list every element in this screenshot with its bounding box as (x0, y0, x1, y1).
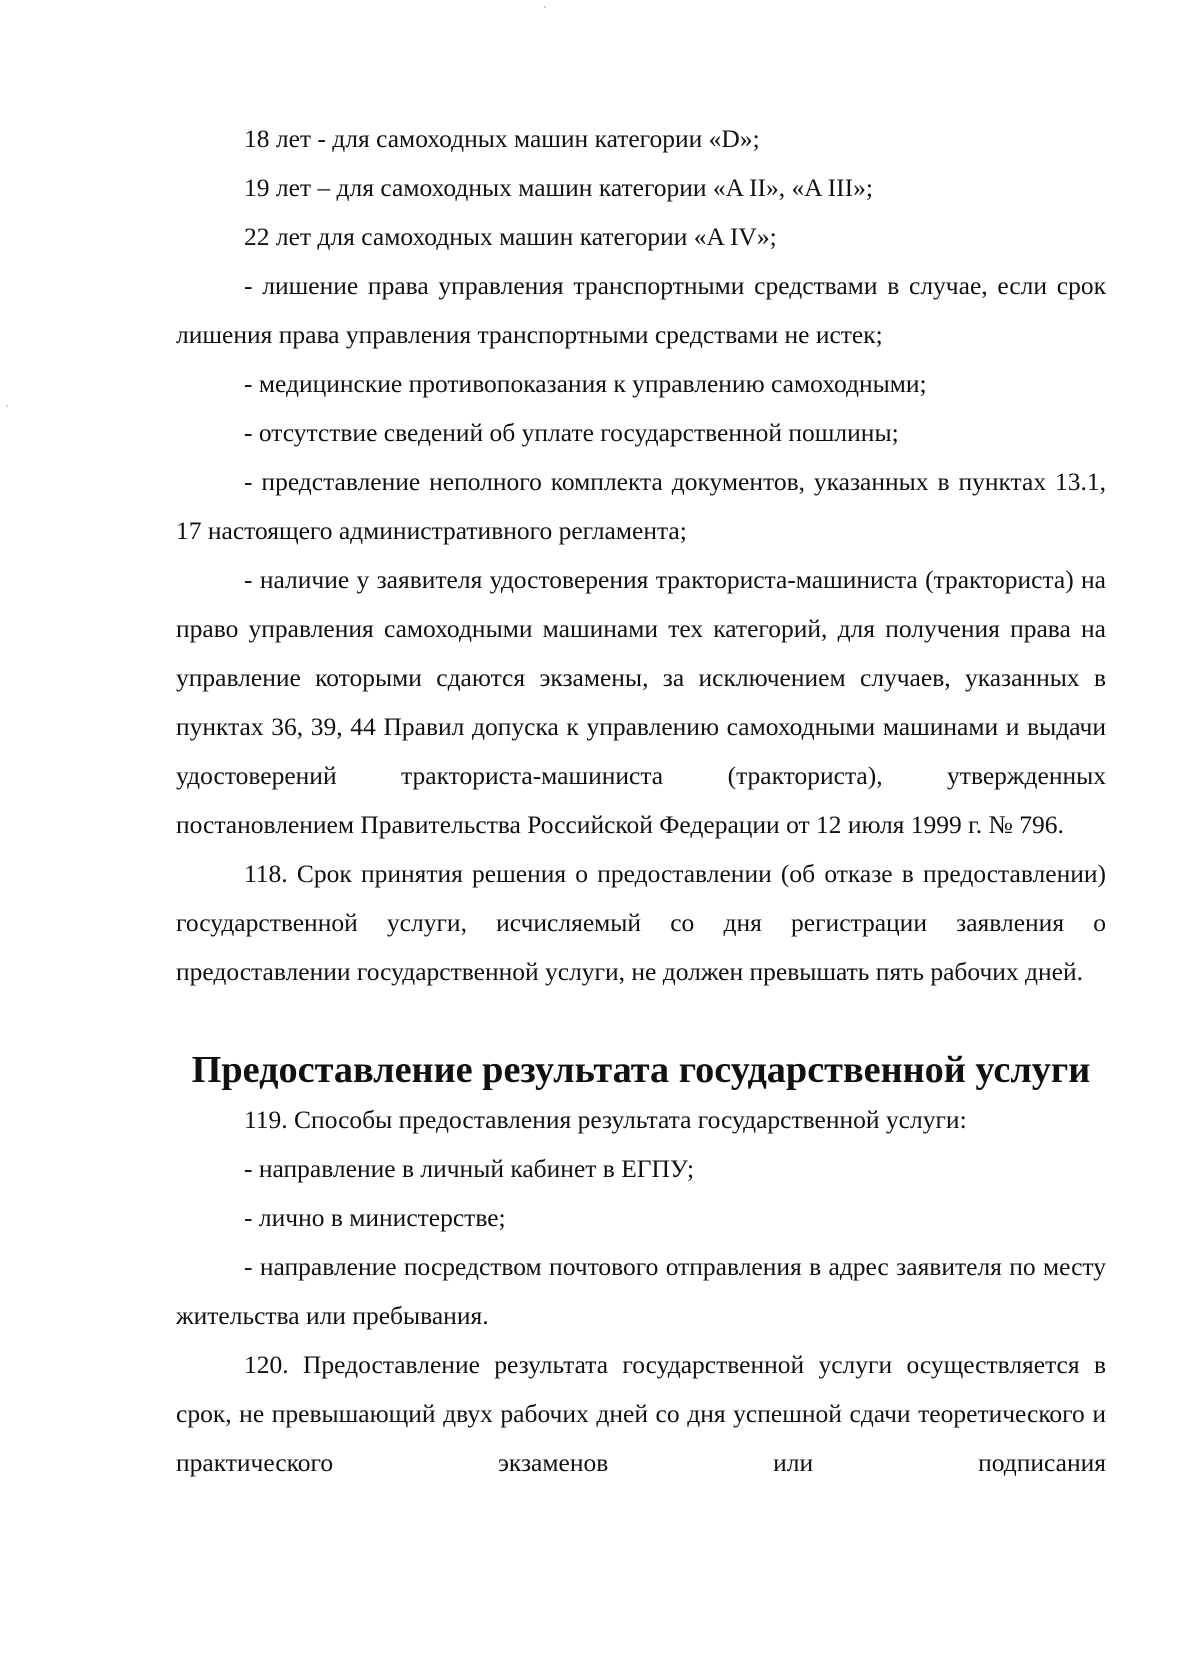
paragraph-by-mail: - направление посредством почтового отправления в адрес заявителя по месту жительства или пребывания. (176, 1252, 1106, 1330)
scan-artifact (544, 6, 546, 8)
paragraph-lk-egpu: - направление в личный кабинет в ЕГПУ; (244, 1154, 695, 1183)
paragraph-age-a2-a3: 19 лет – для самоходных машин категории «A II», «A III»; (244, 173, 873, 202)
paragraph-fee: - отсутствие сведений об уплате государственной пошлины; (244, 418, 899, 447)
document-body (176, 114, 1106, 1487)
paragraph-in-ministry: - лично в министерстве; (244, 1203, 506, 1232)
paragraph-age-a4: 22 лет для самоходных машин категории «A IV»; (244, 222, 777, 251)
paragraph-118: 118. Срок принятия решения о предоставлении (об отказе в предоставлении) государственной услуги, исчисляемый со дня регистрации заявления о предоставлении государственной услуги, не должен превышать пять рабочих дней. (176, 859, 1106, 986)
paragraph-existing-license: - наличие у заявителя удостоверения тракториста-машиниста (тракториста) на право управления самоходными машинами тех категорий, для получения права на управление которыми сдаются экзамены, за исключением случаев, указанных в пунктах 36, 39, 44 Правил допуска к управлению самоходными машинами и выдачи удостоверений тракториста-машиниста (тракториста), утвержденных постановлением Правительства Российской Федерации от 12 июля 1999 г. № 796. (176, 565, 1106, 839)
scan-artifact (6, 405, 8, 407)
section-heading: Предоставление результата государственной услуги (191, 1049, 1091, 1091)
paragraph-age-d: 18 лет - для самоходных машин категории «D»; (244, 124, 760, 153)
paragraph-incomplete-docs: - представление неполного комплекта документов, указанных в пунктах 13.1, 17 настоящего административного регламента; (176, 467, 1106, 545)
paragraph-120: 120. Предоставление результата государственной услуги осуществляется в срок, не превышающий двух рабочих дней со дня успешной сдачи теоретического и практического экзаменов или подписания (176, 1350, 1106, 1477)
paragraph-deprivation: - лишение права управления транспортными средствами в случае, если срок лишения права управления транспортными средствами не истек; (176, 271, 1106, 349)
paragraph-medical: - медицинские противопоказания к управлению самоходными; (244, 369, 927, 398)
paragraph-119: 119. Способы предоставления результата государственной услуги: (244, 1105, 967, 1134)
